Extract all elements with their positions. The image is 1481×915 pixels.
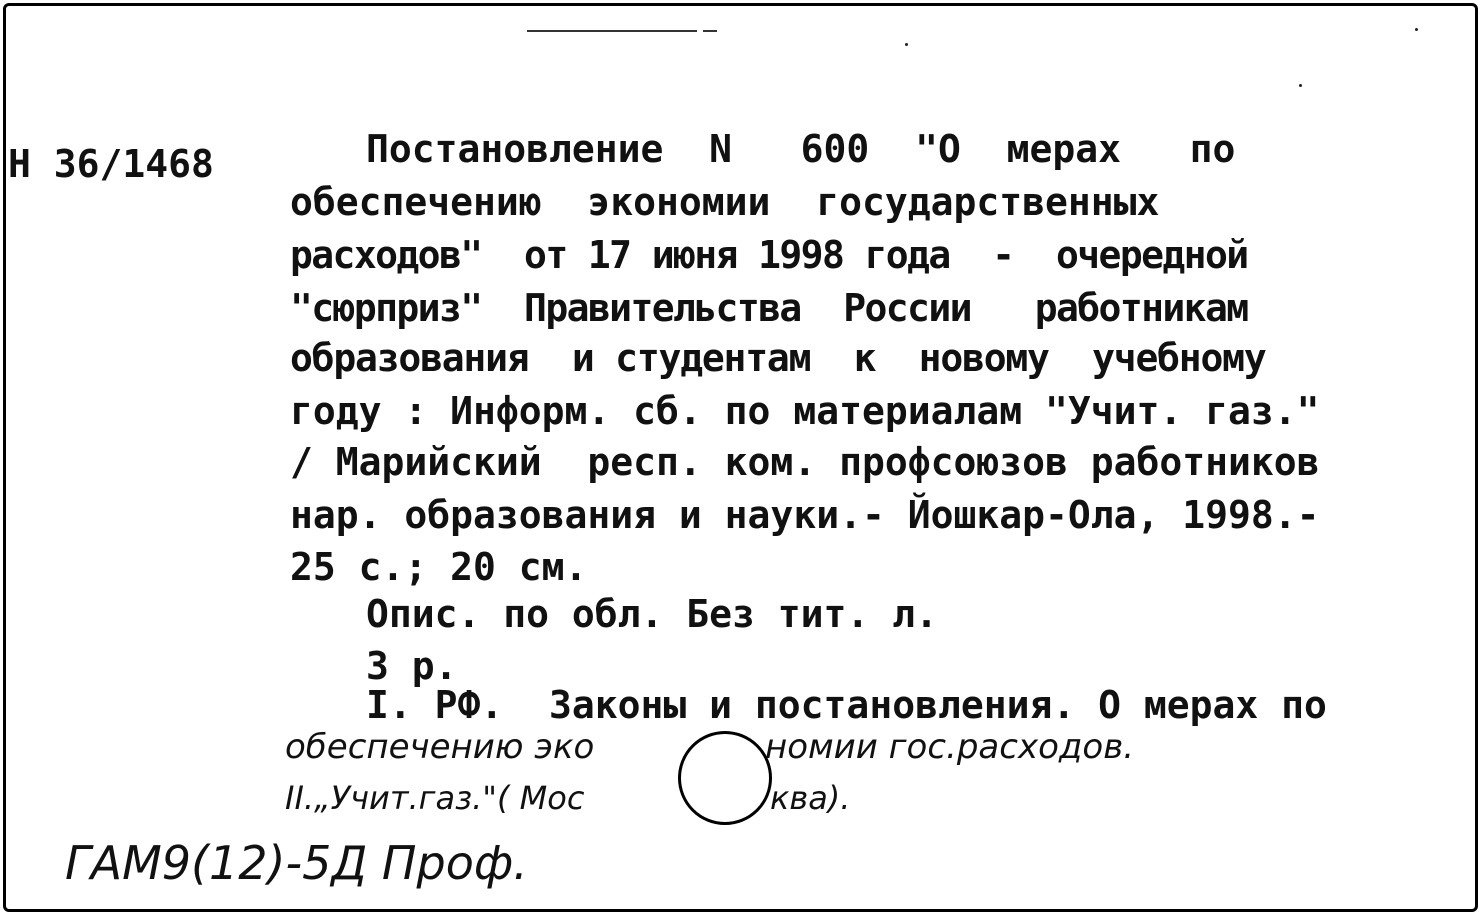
scan-speck xyxy=(1299,84,1302,87)
header-scan-mark-2 xyxy=(703,30,717,32)
title-line-9: 25 с.; 20 см. xyxy=(290,545,588,589)
handwritten-subject-cont-left: обеспечению эко xyxy=(285,727,595,767)
title-line-2: обеспечению экономии государственных xyxy=(290,180,1160,224)
handwritten-subject-cont-right: номии гос.расходов. xyxy=(765,727,1135,767)
title-line-7: / Марийский респ. ком. профсоюзов работников xyxy=(290,440,1320,484)
subject-heading-1: I. РФ. Законы и постановления. О мерах по xyxy=(366,683,1327,727)
handwritten-subject-2-right: ква). xyxy=(770,779,851,817)
title-line-1: Постановление N 600 "О мерах по xyxy=(366,127,1236,171)
scan-speck xyxy=(1415,28,1418,31)
description-note: Опис. по обл. Без тит. л. xyxy=(366,592,938,636)
punch-hole xyxy=(678,731,772,825)
title-line-5: образования и студентам к новому учебному xyxy=(290,336,1266,380)
handwritten-subject-2-left: II.„Учит.газ."( Мос xyxy=(285,779,585,817)
title-line-3: расходов" от 17 июня 1998 года - очередной xyxy=(290,233,1248,277)
title-line-8: нар. образования и науки.- Йошкар-Ола, 1998.- xyxy=(290,493,1320,537)
header-scan-mark xyxy=(527,30,697,32)
price-note: 3 р. xyxy=(366,644,458,688)
handwritten-shelf-mark: ГАМ9(12)-5Д Проф. xyxy=(65,836,528,890)
title-line-4: "сюрприз" Правительства России работникам xyxy=(290,286,1248,330)
scan-speck xyxy=(905,43,908,46)
title-line-6: году : Информ. сб. по материалам "Учит. газ." xyxy=(290,389,1320,433)
call-number: Н 36/1468 xyxy=(8,142,214,186)
